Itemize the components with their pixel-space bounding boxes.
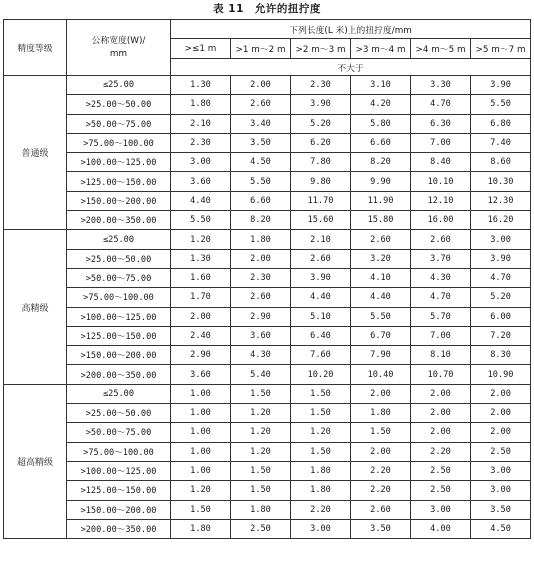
value-cell: 2.10 bbox=[291, 230, 351, 249]
value-cell: 7.20 bbox=[471, 326, 531, 345]
table-row bbox=[4, 249, 531, 268]
header-length-col: >5 m～7 m bbox=[471, 39, 531, 59]
width-cell: >100.00～125.00 bbox=[67, 307, 171, 326]
value-cell: 3.00 bbox=[471, 230, 531, 249]
width-cell: >125.00～150.00 bbox=[67, 481, 171, 500]
value-cell: 1.00 bbox=[171, 442, 231, 461]
value-cell: 2.50 bbox=[471, 442, 531, 461]
twist-tolerance-table bbox=[3, 19, 531, 539]
value-cell: 2.20 bbox=[411, 442, 471, 461]
table-title: 表 11 允许的扭拧度 bbox=[213, 3, 321, 15]
value-cell: 2.00 bbox=[231, 249, 291, 268]
table-row bbox=[4, 442, 531, 461]
value-cell: 6.00 bbox=[471, 307, 531, 326]
width-cell: >200.00～350.00 bbox=[67, 365, 171, 384]
value-cell: 12.30 bbox=[471, 191, 531, 210]
value-cell: 3.60 bbox=[171, 172, 231, 191]
table-row bbox=[4, 191, 531, 210]
value-cell: 2.50 bbox=[411, 481, 471, 500]
value-cell: 1.20 bbox=[231, 423, 291, 442]
value-cell: 5.50 bbox=[351, 307, 411, 326]
value-cell: 3.40 bbox=[231, 114, 291, 133]
value-cell: 5.70 bbox=[411, 307, 471, 326]
value-cell: 1.00 bbox=[171, 404, 231, 423]
value-cell: 5.50 bbox=[171, 211, 231, 230]
width-cell: >150.00～200.00 bbox=[67, 500, 171, 519]
value-cell: 2.60 bbox=[291, 249, 351, 268]
header-width-line2: mm bbox=[109, 48, 128, 59]
value-cell: 3.10 bbox=[351, 76, 411, 95]
width-cell: >75.00～100.00 bbox=[67, 442, 171, 461]
value-cell: 1.00 bbox=[171, 461, 231, 480]
value-cell: 1.80 bbox=[231, 500, 291, 519]
value-cell: 4.70 bbox=[411, 95, 471, 114]
value-cell: 1.20 bbox=[231, 404, 291, 423]
value-cell: 1.00 bbox=[171, 384, 231, 403]
value-cell: 1.80 bbox=[351, 404, 411, 423]
value-cell: 3.50 bbox=[471, 500, 531, 519]
value-cell: 5.50 bbox=[471, 95, 531, 114]
value-cell: 1.20 bbox=[171, 230, 231, 249]
value-cell: 4.50 bbox=[231, 153, 291, 172]
value-cell: 1.50 bbox=[231, 384, 291, 403]
value-cell: 3.60 bbox=[231, 326, 291, 345]
value-cell: 11.90 bbox=[351, 191, 411, 210]
grade-cell: 高精级 bbox=[4, 230, 67, 384]
table-row bbox=[4, 326, 531, 345]
table-row bbox=[4, 365, 531, 384]
value-cell: 5.80 bbox=[351, 114, 411, 133]
value-cell: 6.20 bbox=[291, 133, 351, 152]
value-cell: 2.60 bbox=[351, 500, 411, 519]
value-cell: 1.80 bbox=[291, 461, 351, 480]
value-cell: 2.30 bbox=[291, 76, 351, 95]
table-row bbox=[4, 114, 531, 133]
value-cell: 1.30 bbox=[171, 76, 231, 95]
width-cell: ≤25.00 bbox=[67, 76, 171, 95]
value-cell: 5.40 bbox=[231, 365, 291, 384]
value-cell: 1.80 bbox=[231, 230, 291, 249]
width-cell: >150.00～200.00 bbox=[67, 191, 171, 210]
value-cell: 3.00 bbox=[291, 519, 351, 538]
width-cell: >125.00～150.00 bbox=[67, 172, 171, 191]
value-cell: 2.00 bbox=[171, 307, 231, 326]
table-row bbox=[4, 95, 531, 114]
width-cell: >50.00～75.00 bbox=[67, 114, 171, 133]
value-cell: 7.00 bbox=[411, 326, 471, 345]
value-cell: 8.20 bbox=[351, 153, 411, 172]
table-row bbox=[4, 268, 531, 287]
table-row bbox=[4, 76, 531, 95]
value-cell: 1.70 bbox=[171, 288, 231, 307]
value-cell: 2.90 bbox=[231, 307, 291, 326]
value-cell: 3.50 bbox=[351, 519, 411, 538]
value-cell: 9.80 bbox=[291, 172, 351, 191]
value-cell: 7.90 bbox=[351, 346, 411, 365]
value-cell: 3.00 bbox=[411, 500, 471, 519]
value-cell: 10.90 bbox=[471, 365, 531, 384]
value-cell: 6.60 bbox=[231, 191, 291, 210]
value-cell: 8.20 bbox=[231, 211, 291, 230]
value-cell: 3.70 bbox=[411, 249, 471, 268]
width-cell: >50.00～75.00 bbox=[67, 423, 171, 442]
value-cell: 5.50 bbox=[231, 172, 291, 191]
value-cell: 2.60 bbox=[231, 95, 291, 114]
table-row bbox=[4, 153, 531, 172]
value-cell: 7.40 bbox=[471, 133, 531, 152]
value-cell: 2.40 bbox=[171, 326, 231, 345]
value-cell: 1.50 bbox=[291, 442, 351, 461]
value-cell: 4.30 bbox=[231, 346, 291, 365]
value-cell: 1.80 bbox=[171, 95, 231, 114]
value-cell: 9.90 bbox=[351, 172, 411, 191]
width-cell: >125.00～150.00 bbox=[67, 326, 171, 345]
width-cell: >25.00～50.00 bbox=[67, 404, 171, 423]
value-cell: 10.30 bbox=[471, 172, 531, 191]
value-cell: 16.00 bbox=[411, 211, 471, 230]
value-cell: 3.90 bbox=[291, 95, 351, 114]
width-cell: ≤25.00 bbox=[67, 230, 171, 249]
value-cell: 1.80 bbox=[171, 519, 231, 538]
value-cell: 7.00 bbox=[411, 133, 471, 152]
grade-cell: 普通级 bbox=[4, 76, 67, 230]
value-cell: 2.10 bbox=[171, 114, 231, 133]
value-cell: 4.50 bbox=[471, 519, 531, 538]
table-row bbox=[4, 384, 531, 403]
width-cell: >75.00～100.00 bbox=[67, 288, 171, 307]
value-cell: 3.30 bbox=[411, 76, 471, 95]
value-cell: 4.70 bbox=[411, 288, 471, 307]
value-cell: 1.50 bbox=[231, 481, 291, 500]
value-cell: 2.20 bbox=[291, 500, 351, 519]
value-cell: 4.20 bbox=[351, 95, 411, 114]
value-cell: 2.50 bbox=[411, 461, 471, 480]
value-cell: 2.20 bbox=[351, 481, 411, 500]
width-cell: >25.00～50.00 bbox=[67, 249, 171, 268]
value-cell: 1.50 bbox=[171, 500, 231, 519]
value-cell: 16.20 bbox=[471, 211, 531, 230]
table-row bbox=[4, 423, 531, 442]
value-cell: 2.20 bbox=[351, 461, 411, 480]
table-row bbox=[4, 461, 531, 480]
value-cell: 1.80 bbox=[291, 481, 351, 500]
value-cell: 4.40 bbox=[351, 288, 411, 307]
value-cell: 10.10 bbox=[411, 172, 471, 191]
value-cell: 4.10 bbox=[351, 268, 411, 287]
value-cell: 2.00 bbox=[471, 384, 531, 403]
value-cell: 1.50 bbox=[291, 384, 351, 403]
value-cell: 3.90 bbox=[471, 249, 531, 268]
table-row bbox=[4, 211, 531, 230]
table-row bbox=[4, 404, 531, 423]
value-cell: 6.70 bbox=[351, 326, 411, 345]
value-cell: 1.20 bbox=[171, 481, 231, 500]
value-cell: 1.60 bbox=[171, 268, 231, 287]
value-cell: 2.60 bbox=[231, 288, 291, 307]
table-row bbox=[4, 500, 531, 519]
value-cell: 4.40 bbox=[291, 288, 351, 307]
value-cell: 4.40 bbox=[171, 191, 231, 210]
header-length-span: 下列长度(L 米)上的扭拧度/mm bbox=[171, 20, 531, 39]
width-cell: >50.00～75.00 bbox=[67, 268, 171, 287]
value-cell: 2.00 bbox=[471, 404, 531, 423]
header-length-col: >2 m～3 m bbox=[291, 39, 351, 59]
table-row bbox=[4, 519, 531, 538]
header-not-greater: 不大于 bbox=[171, 59, 531, 76]
table-row bbox=[4, 133, 531, 152]
value-cell: 5.20 bbox=[471, 288, 531, 307]
value-cell: 5.20 bbox=[291, 114, 351, 133]
value-cell: 3.50 bbox=[231, 133, 291, 152]
value-cell: 2.00 bbox=[471, 423, 531, 442]
header-length-col: >≤1 m bbox=[171, 39, 231, 59]
value-cell: 3.00 bbox=[171, 153, 231, 172]
value-cell: 4.00 bbox=[411, 519, 471, 538]
header-grade: 精度等级 bbox=[4, 20, 67, 76]
value-cell: 6.30 bbox=[411, 114, 471, 133]
value-cell: 1.50 bbox=[231, 461, 291, 480]
value-cell: 10.20 bbox=[291, 365, 351, 384]
header-length-col: >4 m～5 m bbox=[411, 39, 471, 59]
value-cell: 2.00 bbox=[411, 423, 471, 442]
value-cell: 10.70 bbox=[411, 365, 471, 384]
width-cell: >25.00～50.00 bbox=[67, 95, 171, 114]
value-cell: 4.70 bbox=[471, 268, 531, 287]
header-length-col: >3 m～4 m bbox=[351, 39, 411, 59]
value-cell: 8.60 bbox=[471, 153, 531, 172]
value-cell: 3.90 bbox=[471, 76, 531, 95]
value-cell: 15.60 bbox=[291, 211, 351, 230]
grade-cell: 超高精级 bbox=[4, 384, 67, 538]
width-cell: >75.00～100.00 bbox=[67, 133, 171, 152]
table-row bbox=[4, 288, 531, 307]
value-cell: 2.90 bbox=[171, 346, 231, 365]
value-cell: 8.10 bbox=[411, 346, 471, 365]
value-cell: 2.00 bbox=[411, 384, 471, 403]
value-cell: 6.80 bbox=[471, 114, 531, 133]
value-cell: 2.30 bbox=[231, 268, 291, 287]
value-cell: 6.40 bbox=[291, 326, 351, 345]
value-cell: 2.50 bbox=[231, 519, 291, 538]
width-cell: >200.00～350.00 bbox=[67, 519, 171, 538]
value-cell: 12.10 bbox=[411, 191, 471, 210]
value-cell: 7.60 bbox=[291, 346, 351, 365]
table-row bbox=[4, 172, 531, 191]
value-cell: 2.00 bbox=[351, 384, 411, 403]
width-cell: >150.00～200.00 bbox=[67, 346, 171, 365]
value-cell: 1.20 bbox=[291, 423, 351, 442]
value-cell: 2.60 bbox=[411, 230, 471, 249]
width-cell: >100.00～125.00 bbox=[67, 153, 171, 172]
value-cell: 3.00 bbox=[471, 461, 531, 480]
header-width bbox=[67, 20, 171, 76]
value-cell: 7.80 bbox=[291, 153, 351, 172]
table-row bbox=[4, 346, 531, 365]
width-cell: ≤25.00 bbox=[67, 384, 171, 403]
value-cell: 15.80 bbox=[351, 211, 411, 230]
value-cell: 6.60 bbox=[351, 133, 411, 152]
value-cell: 5.10 bbox=[291, 307, 351, 326]
value-cell: 8.30 bbox=[471, 346, 531, 365]
width-cell: >200.00～350.00 bbox=[67, 211, 171, 230]
value-cell: 1.50 bbox=[351, 423, 411, 442]
value-cell: 1.30 bbox=[171, 249, 231, 268]
value-cell: 1.50 bbox=[291, 404, 351, 423]
table-row bbox=[4, 481, 531, 500]
width-cell: >100.00～125.00 bbox=[67, 461, 171, 480]
value-cell: 1.20 bbox=[231, 442, 291, 461]
value-cell: 3.20 bbox=[351, 249, 411, 268]
value-cell: 2.00 bbox=[411, 404, 471, 423]
value-cell: 2.00 bbox=[231, 76, 291, 95]
value-cell: 2.60 bbox=[351, 230, 411, 249]
table-row bbox=[4, 230, 531, 249]
header-width-line1: 公称宽度(W)/ bbox=[91, 35, 146, 46]
value-cell: 1.00 bbox=[171, 423, 231, 442]
header-length-col: >1 m～2 m bbox=[231, 39, 291, 59]
table-row bbox=[4, 307, 531, 326]
value-cell: 10.40 bbox=[351, 365, 411, 384]
value-cell: 3.00 bbox=[471, 481, 531, 500]
value-cell: 2.30 bbox=[171, 133, 231, 152]
value-cell: 2.00 bbox=[351, 442, 411, 461]
value-cell: 3.60 bbox=[171, 365, 231, 384]
value-cell: 11.70 bbox=[291, 191, 351, 210]
value-cell: 8.40 bbox=[411, 153, 471, 172]
value-cell: 4.30 bbox=[411, 268, 471, 287]
value-cell: 3.90 bbox=[291, 268, 351, 287]
